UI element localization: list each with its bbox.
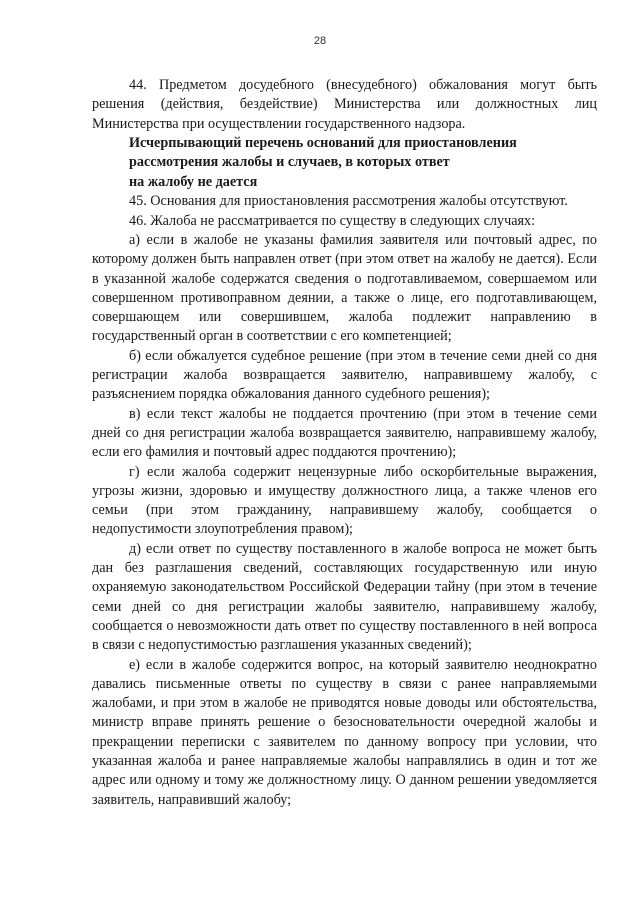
- heading-line-2: рассмотрения жалобы и случаев, в которых ответ: [129, 154, 450, 171]
- case-e: е) если в жалобе содержится вопрос, на который заявителю неоднократно давались письменные ответы по существу в связи с ранее направляемыми жалобами, и при этом в жалобе не приводятся новые доводы или обстоятельства, министр вправе принять решение о безосновательности очередной жалобы и прекращении переписки с заявителем по данному вопросу при условии, что указанная жалоба и ранее направляемые жалобы направлялись в один и тот же адрес или одному и тому же должностному лицу. О данном решении уведомляется заявитель, направивший жалобу;: [92, 656, 597, 808]
- case-d: д) если ответ по существу поставленного в жалобе вопроса не может быть дан без разглашения сведений, составляющих государственную или иную охраняемую законодательством Российской Федерации тайну (при этом в течение семи дней со дня регистрации жалобы заявителю, направившему жалобу, сообщается о невозможности дать ответ по существу поставленного в ней вопроса в связи с недопустимостью разглашения указанных сведений);: [92, 540, 597, 654]
- paragraph-45: 45. Основания для приостановления рассмотрения жалобы отсутствуют.: [129, 193, 568, 210]
- page-number: 28: [313, 35, 327, 47]
- case-g: г) если жалоба содержит нецензурные либо оскорбительные выражения, угрозы жизни, здоровью и имуществу должностного лица, а также членов его семьи (при этом гражданину, направившему жалобу, сообщается о недопустимости злоупотребления правом);: [92, 463, 597, 538]
- document-body: [92, 76, 597, 810]
- section-heading: [92, 134, 597, 193]
- heading-line-1: Исчерпывающий перечень оснований для приостановления: [129, 134, 517, 151]
- paragraph-46: 46. Жалоба не рассматривается по существу в следующих случаях:: [129, 212, 536, 229]
- case-v: в) если текст жалобы не поддается прочтению (при этом в течение семи дней со дня регистрации жалоба возвращается заявителю, направившему жалобу, если его фамилия и почтовый адрес поддаются прочтению);: [92, 405, 597, 461]
- case-b: б) если обжалуется судебное решение (при этом в течение семи дней со дня регистрации жалоба возвращается заявителю, направившему жалобу, с разъяснением порядка обжалования данного судебного решения);: [92, 347, 597, 403]
- heading-line-3: на жалобу не дается: [129, 173, 258, 190]
- case-a: а) если в жалобе не указаны фамилия заявителя или почтовый адрес, по которому должен быть направлен ответ (при этом ответ на жалобу не дается). Если в указанной жалобе содержатся сведения о подготавливаемом, совершаемом или совершенном противоправном деянии, а также о лице, его подготавливающем, совершающем или совершившем, жалоба подлежит направлению в государственный орган в соответствии с его компетенцией;: [92, 231, 597, 345]
- paragraph-44: 44. Предметом досудебного (внесудебного) обжалования могут быть решения (действия, бездействие) Министерства или должностных лиц Министерства при осуществлении государственного надзора.: [92, 77, 597, 132]
